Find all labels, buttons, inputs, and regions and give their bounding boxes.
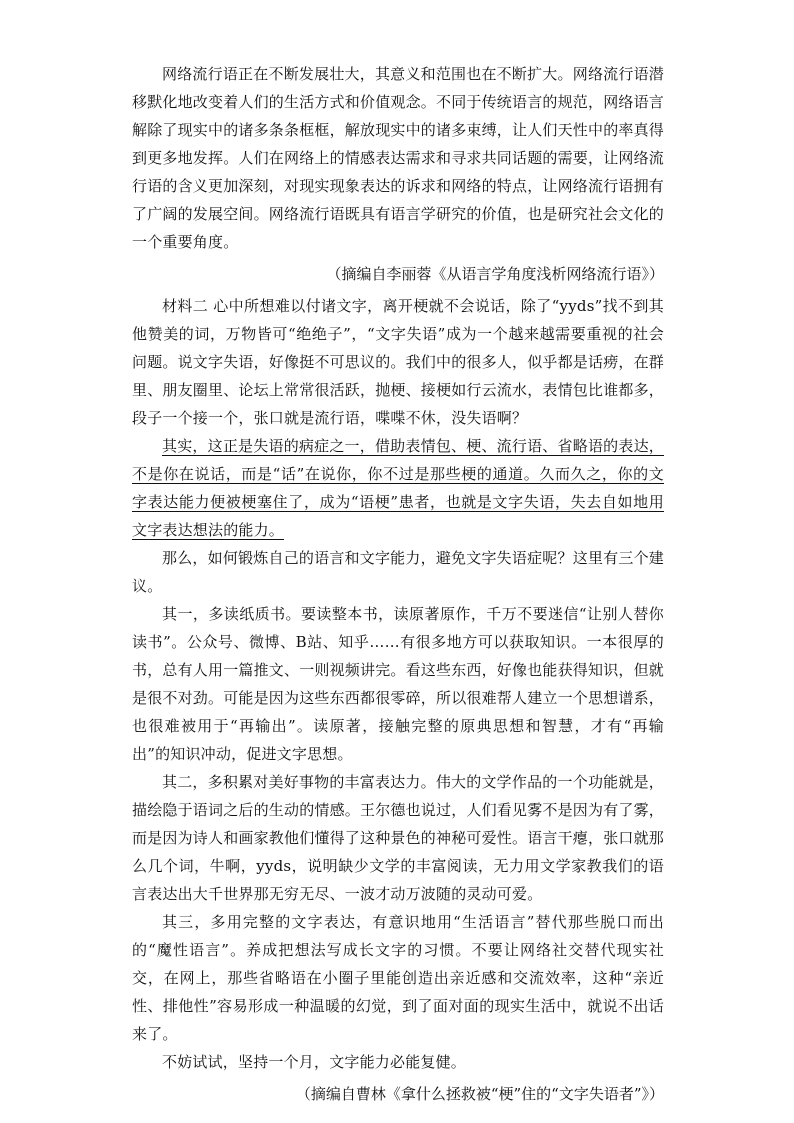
paragraph-suggestion-two: 其二，多积累对美好事物的丰富表达力。伟大的文学作品的一个功能就是，描绘隐于语词之后的生动的情感。王尔德也说过，人们看见雾不是因为有了雾，而是因为诗人和画家教他们懂得了这种景色的神秘可爱性。语言干瘪，张口就那么几个词，牛啊，yyds，说明缺少文学的丰富阅读，无力用文学家教我们的语言表达出大千世界那无穷无尽、一波才动万波随的灵动可爱。 bbox=[132, 773, 665, 903]
paragraph-network-slang: 网络流行语正在不断发展壮大，其意义和范围也在不断扩大。网络流行语潜移默化地改变着人们的生活方式和价值观念。不同于传统语言的规范，网络语言解除了现实中的诸多条条框框，解放现实中的诸多束缚，让人们天性中的率真得到更多地发挥。人们在网络上的情感表达需求和寻求共同话题的需要，让网络流行语的含义更加深刻，对现实现象表达的诉求和网络的特点，让网络流行语拥有了广阔的发展空间。网络流行语既具有语言学研究的价值，也是研究社会文化的一个重要角度。 bbox=[132, 65, 665, 251]
source-citation-2: （摘编自曹林《拿什么拯救被“梗”住的“文字失语者”》） bbox=[295, 1085, 664, 1103]
paragraph-material-two: 材料二 心中所想难以付诸文字，离开梗就不会说话，除了“yyds”找不到其他赞美的词，万物皆可“绝绝子”，“文字失语”成为一个越来越需要重视的社会问题。说文字失语，好像挺不可思议的。我们中的很多人，似乎都是话痨，在群里、朋友圈里、论坛上常常很活跃，抛梗、接梗如行云流水，表情包比谁都多，段子一个接一个，张口就是流行语，喋喋不休，没失语啊？ bbox=[132, 297, 665, 427]
paragraph-conclusion: 不妨试试，坚持一个月，文字能力必能复健。 bbox=[162, 1053, 467, 1071]
paragraph-three-suggestions: 那么，如何锻炼自己的语言和文字能力，避免文字失语症呢？这里有三个建议。 bbox=[132, 549, 664, 595]
paragraph-suggestion-three: 其三，多用完整的文字表达，有意识地用“生活语言”替代那些脱口而出的“魔性语言”。养成把想法写成长文字的习惯。不要让网络社交替代现实社交，在网上，那些省略语在小圈子里能创造出亲近感和交流效率，这种“亲近性、排他性”容易形成一种温暖的幻觉，到了面对面的现实生活中，就说不出话来了。 bbox=[132, 913, 664, 1043]
paragraph-suggestion-one: 其一，多读纸质书。要读整本书，读原著原作，千万不要迷信“让别人替你读书”。公众号、微博、B站、知乎……有很多地方可以获取知识。一本很厚的书，总有人用一篇推文、一则视频讲完。看这些东西，好像也能获得知识，但就是很不对劲。可能是因为这些东西都很零碎，所以很难帮人建立一个思想谱系，也很难被用于“再输出”。读原著，接触完整的原典思想和智慧，才有“再输出”的知识冲动，促进文字思想。 bbox=[132, 605, 665, 763]
source-citation-1: （摘编自李丽蓉《从语言学角度浅析网络流行语》） bbox=[326, 265, 664, 283]
paragraph-underlined-aphasia: 其实，这正是失语的病症之一，借助表情包、梗、流行语、省略语的表达，不是你在说话，而是“话”在说你，你不过是那些梗的通道。久而久之，你的文字表达能力便被梗塞住了，成为“语梗”患者，也就是文字失语，失去自如地用文字表达想法的能力。 bbox=[132, 437, 664, 539]
document-page bbox=[132, 60, 664, 1112]
